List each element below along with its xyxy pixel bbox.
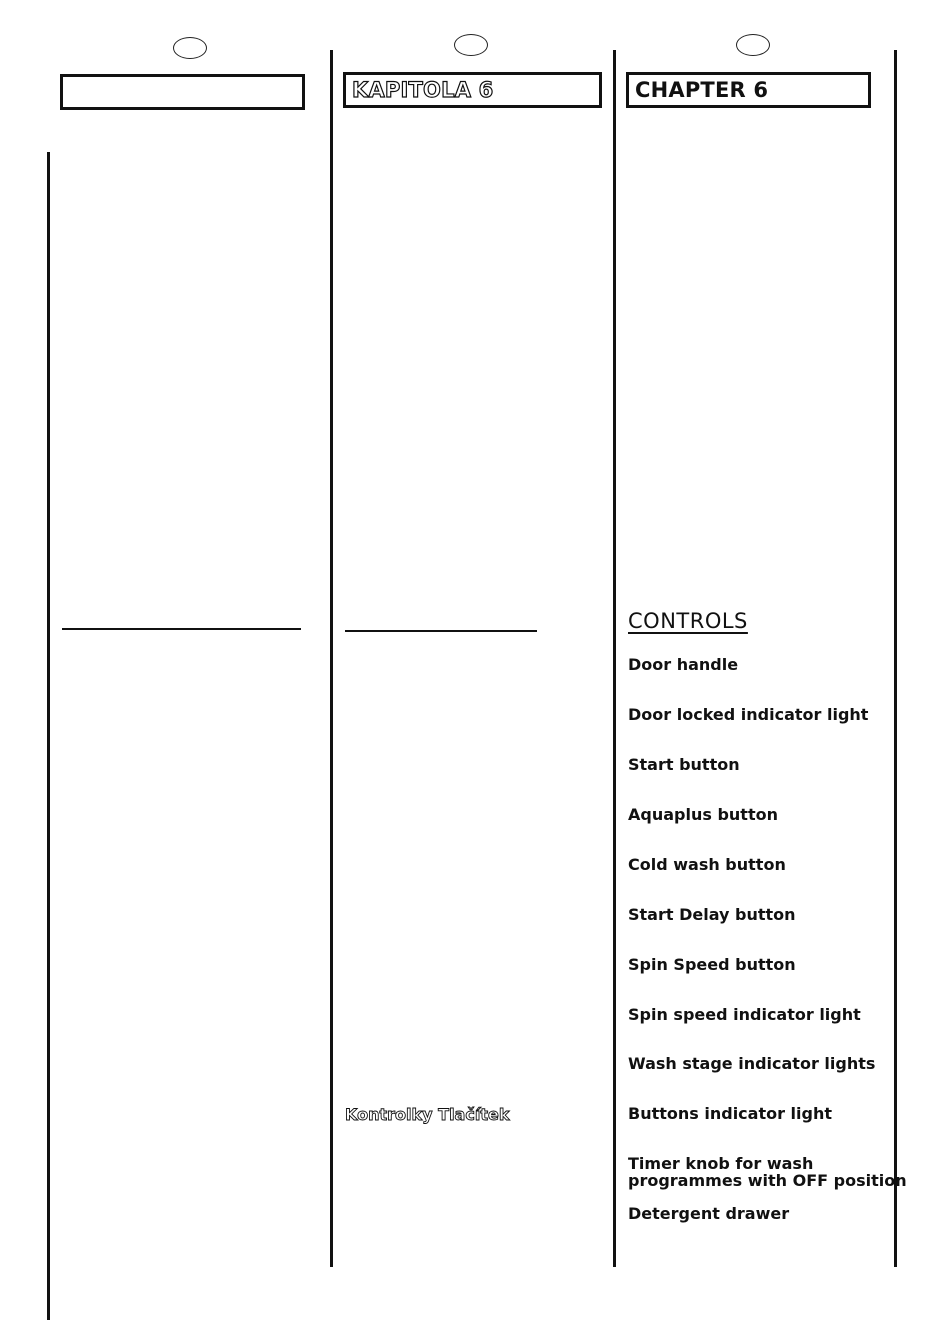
column-divider-3 (894, 50, 897, 1267)
control-item-door-locked-light: Door locked indicator light (628, 705, 869, 724)
control-item-cold-wash-button: Cold wash button (628, 855, 786, 874)
right-chapter-header (626, 72, 871, 108)
control-item-wash-stage-lights: Wash stage indicator lights (628, 1054, 876, 1073)
middle-buttons-light-label: Kontrolky Tlačítek (345, 1105, 510, 1124)
control-item-timer-knob-line2: programmes with OFF position (628, 1171, 907, 1190)
middle-chapter-title: KAPITOLA 6 (352, 78, 494, 102)
control-item-spin-speed-button: Spin Speed button (628, 955, 796, 974)
left-margin-rule (47, 152, 50, 1320)
right-chapter-title: CHAPTER 6 (635, 78, 769, 102)
control-item-timer-knob-line1: Timer knob for wash (628, 1154, 814, 1173)
language-oval-right (736, 34, 770, 56)
column-divider-1 (330, 50, 333, 1267)
control-item-buttons-light: Buttons indicator light (628, 1104, 833, 1123)
middle-chapter-header (343, 72, 602, 108)
language-oval-left (173, 37, 207, 59)
language-oval-middle (454, 34, 488, 56)
control-item-door-handle: Door handle (628, 655, 739, 674)
control-item-detergent-drawer: Detergent drawer (628, 1204, 790, 1223)
column-divider-2 (613, 50, 616, 1267)
control-item-start-delay-button: Start Delay button (628, 905, 796, 924)
middle-controls-rule (345, 630, 537, 632)
controls-heading: CONTROLS (628, 609, 748, 633)
control-item-aquaplus-button: Aquaplus button (628, 805, 778, 824)
control-item-start-button: Start button (628, 755, 740, 774)
control-item-spin-speed-light: Spin speed indicator light (628, 1005, 861, 1024)
left-controls-rule (62, 628, 301, 630)
left-chapter-header (60, 74, 305, 110)
